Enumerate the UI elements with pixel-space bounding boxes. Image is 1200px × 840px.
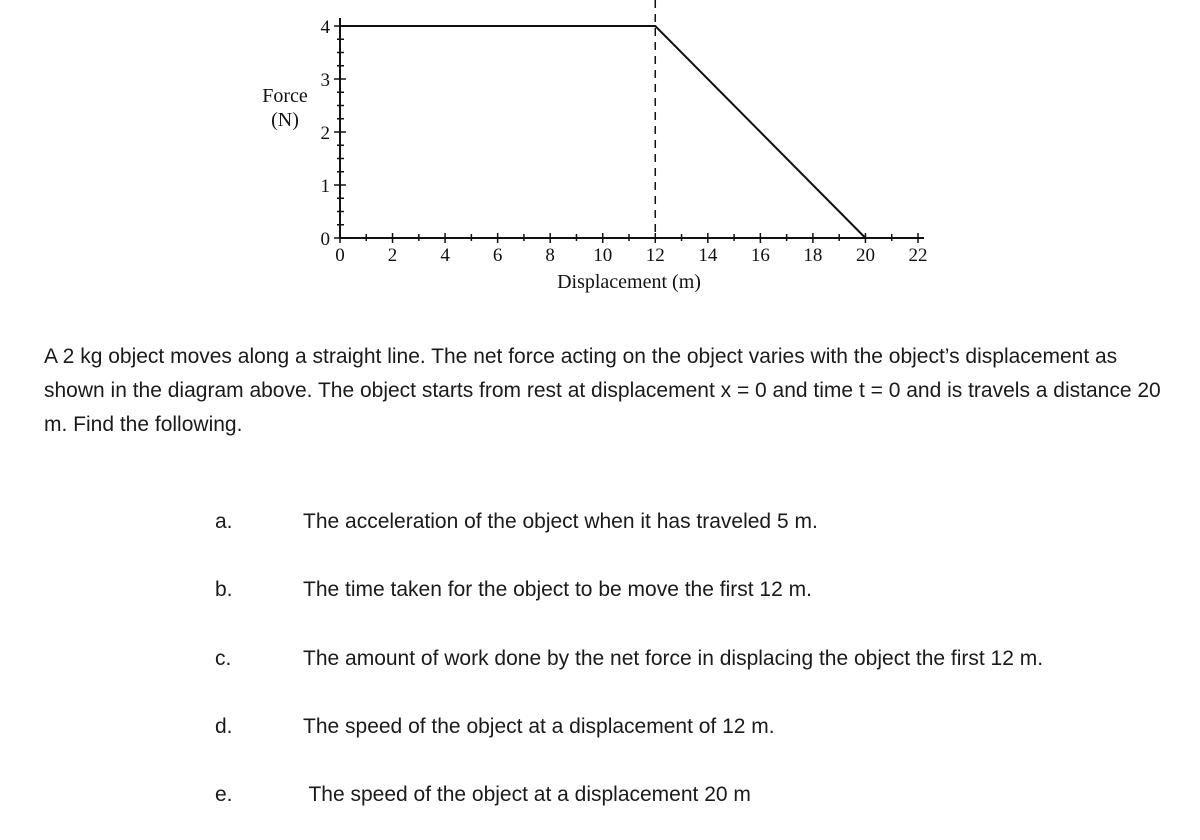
question-letter: c.	[215, 647, 232, 670]
data-series	[340, 0, 866, 238]
x-tick-label: 20	[855, 245, 875, 266]
force-series-line	[340, 26, 865, 238]
question-letter: d.	[215, 715, 233, 738]
x-tick-label: 2	[387, 245, 398, 266]
x-tick-label: 6	[492, 245, 503, 266]
problem-statement: A 2 kg object moves along a straight line. The net force acting on the object varies with the object’s displacement as shown in the diagram above. The object starts from rest at displacement x = 0 and time t = 0 and is travels a distance 20 m. Find the following.	[44, 345, 1161, 436]
x-tick-label: 4	[440, 245, 450, 266]
y-tick-label: 4	[320, 17, 330, 38]
x-tick-label: 16	[750, 245, 770, 266]
question-item	[0, 642, 1200, 676]
x-tick-label: 0	[335, 245, 345, 266]
question-item	[0, 710, 1200, 744]
y-axis-tick-labels	[321, 17, 331, 250]
y-axis-label-line2: (N)	[271, 109, 299, 131]
x-tick-label: 10	[593, 245, 613, 266]
x-tick-label: 14	[698, 245, 718, 266]
question-letter: a.	[215, 510, 233, 533]
x-axis-label: Displacement (m)	[557, 271, 701, 293]
question-text: The speed of the object at a displacement of 12 m.	[303, 715, 775, 738]
force-displacement-graph	[0, 0, 1200, 310]
question-letter: e.	[215, 783, 233, 806]
question-item	[0, 778, 1200, 812]
question-item	[0, 505, 1200, 539]
question-text: The amount of work done by the net force in displacing the object the first 12 m.	[303, 647, 1044, 670]
y-tick-label: 0	[320, 229, 330, 250]
x-tick-label: 12	[645, 245, 665, 266]
question-text: The speed of the object at a displacement 20 m	[303, 783, 751, 806]
question-item	[0, 573, 1200, 607]
x-tick-label: 18	[803, 245, 823, 266]
x-tick-label: 8	[545, 245, 555, 266]
x-tick-label: 22	[908, 245, 928, 266]
x-axis-tick-labels	[335, 245, 927, 266]
y-tick-label: 1	[320, 176, 330, 197]
question-letter: b.	[215, 578, 233, 601]
question-text: The acceleration of the object when it has traveled 5 m.	[303, 510, 818, 533]
question-text: The time taken for the object to be move the first 12 m.	[303, 578, 812, 601]
y-axis-label-line1: Force	[262, 85, 308, 107]
graph-axes	[340, 18, 924, 238]
y-tick-label: 3	[320, 70, 330, 91]
y-tick-label: 2	[320, 123, 330, 144]
